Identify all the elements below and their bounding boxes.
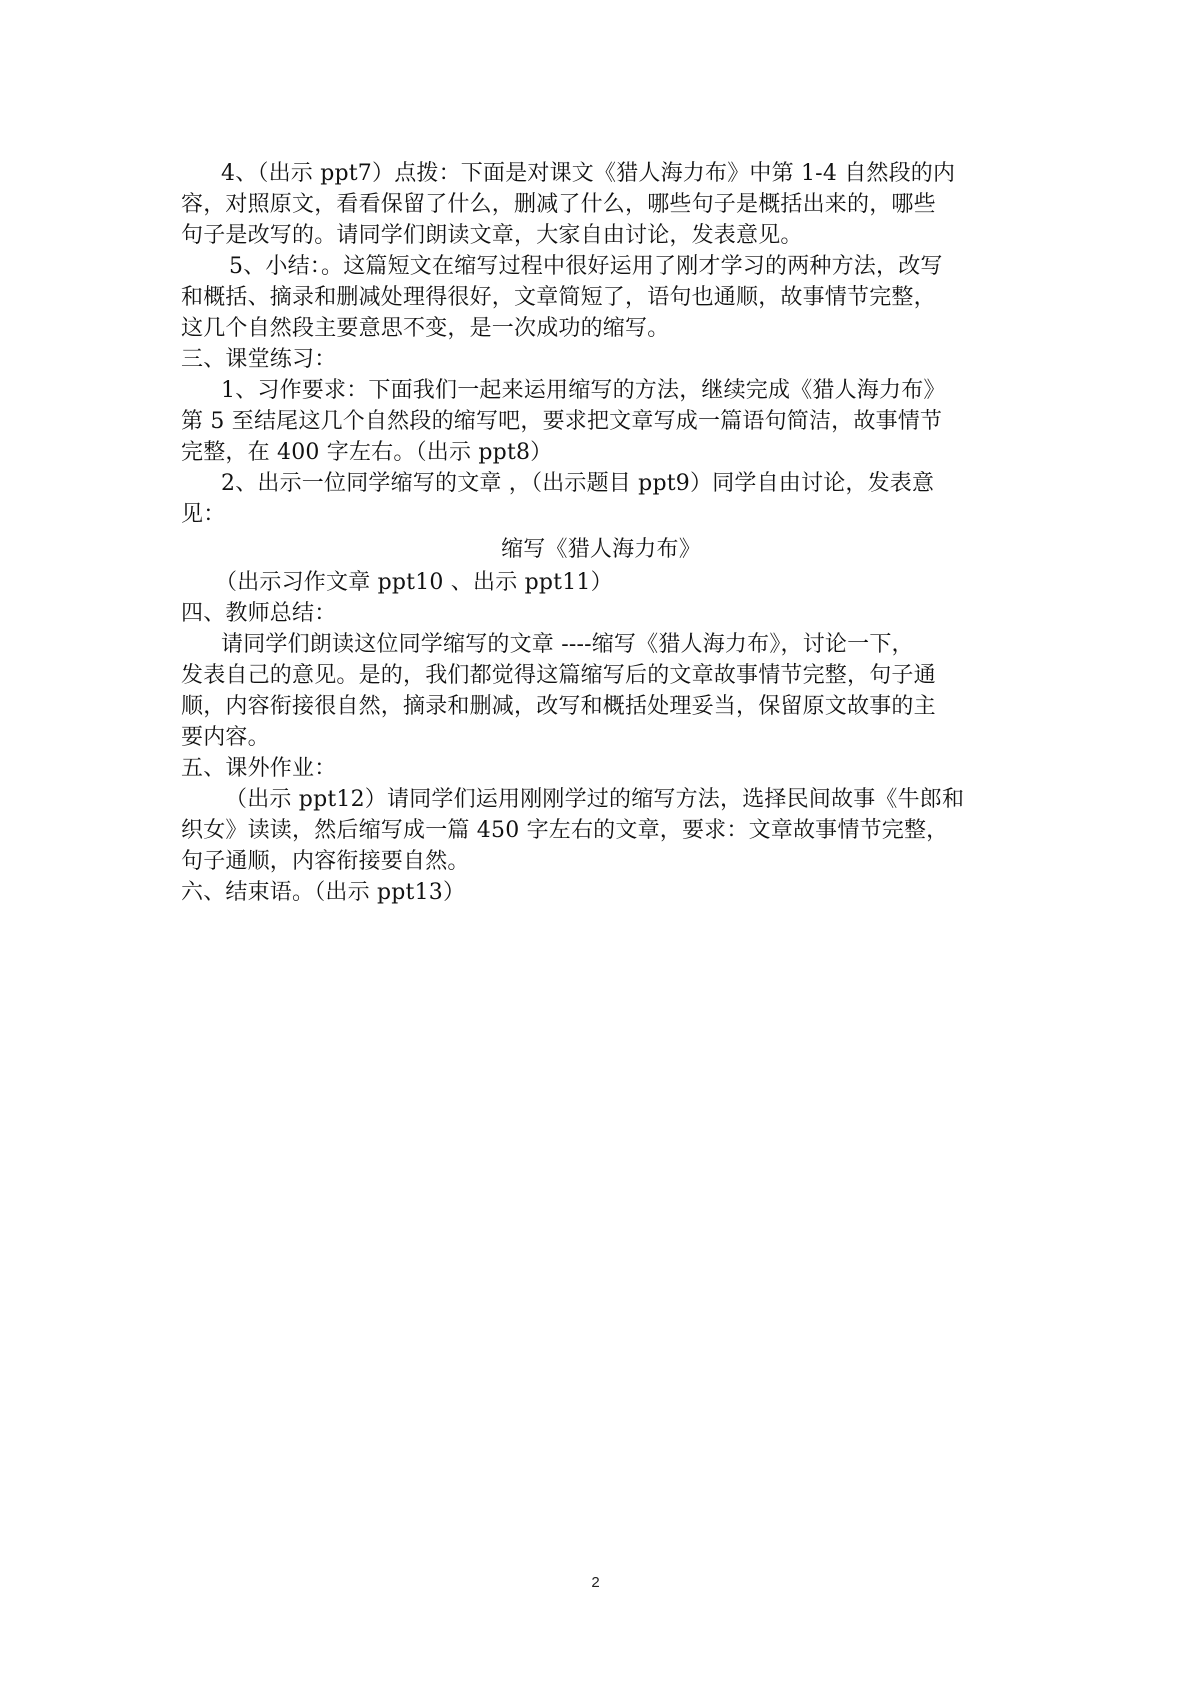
paragraph-5-line-1: 5、小结：。这篇短文在缩写过程中很好运用了刚才学习的两种方法，改写 xyxy=(229,254,943,279)
practice-item-1-line-1: 1、习作要求：下面我们一起来运用缩写的方法，继续完成《猎人海力布》 xyxy=(221,378,946,403)
document-body xyxy=(181,158,1021,908)
summary-line-2: 发表自己的意见。是的，我们都觉得这篇缩写后的文章故事情节完整，句子通 xyxy=(181,663,936,688)
summary-line-1: 请同学们朗读这位同学缩写的文章 ----缩写《猎人海力布》，讨论一下， xyxy=(221,632,914,657)
paragraph-4-line-1: 4、（出示 ppt7）点拨：下面是对课文《猎人海力布》中第 1-4 自然段的内 xyxy=(221,161,956,186)
page-number: 2 xyxy=(591,1574,600,1591)
paragraph-4-line-2: 容，对照原文，看看保留了什么，删减了什么，哪些句子是概括出来的，哪些 xyxy=(181,192,936,217)
practice-item-2-line-2: 见： xyxy=(181,502,226,527)
practice-item-1-line-3: 完整，在 400 字左右。（出示 ppt8） xyxy=(181,440,553,465)
section-heading-homework: 五、课外作业： xyxy=(181,756,337,781)
homework-line-3: 句子通顺，内容衔接要自然。 xyxy=(181,849,470,874)
practice-item-1-line-2: 第 5 至结尾这几个自然段的缩写吧，要求把文章写成一篇语句简洁，故事情节 xyxy=(181,409,943,434)
section-heading-practice: 三、课堂练习： xyxy=(181,347,337,372)
paragraph-5-line-3: 这几个自然段主要意思不变，是一次成功的缩写。 xyxy=(181,316,670,341)
homework-line-1: （出示 ppt12）请同学们运用刚刚学过的缩写方法，选择民间故事《牛郎和 xyxy=(225,787,965,812)
essay-slides-note: （出示习作文章 ppt10 、出示 ppt11） xyxy=(215,570,613,595)
summary-line-3: 顺，内容衔接很自然，摘录和删减，改写和概括处理妥当，保留原文故事的主 xyxy=(181,694,936,719)
section-heading-closing: 六、结束语。（出示 ppt13） xyxy=(181,880,466,905)
section-heading-summary: 四、教师总结： xyxy=(181,601,337,626)
summary-line-4: 要内容。 xyxy=(181,725,270,750)
essay-title: 缩写《猎人海力布》 xyxy=(501,537,701,562)
paragraph-4-line-3: 句子是改写的。请同学们朗读文章，大家自由讨论，发表意见。 xyxy=(181,223,803,248)
paragraph-5-line-2: 和概括、摘录和删减处理得很好，文章简短了，语句也通顺，故事情节完整， xyxy=(181,285,936,310)
practice-item-2-line-1: 2、出示一位同学缩写的文章 ，（出示题目 ppt9）同学自由讨论，发表意 xyxy=(221,471,935,496)
homework-line-2: 织女》读读，然后缩写成一篇 450 字左右的文章，要求：文章故事情节完整， xyxy=(181,818,949,843)
